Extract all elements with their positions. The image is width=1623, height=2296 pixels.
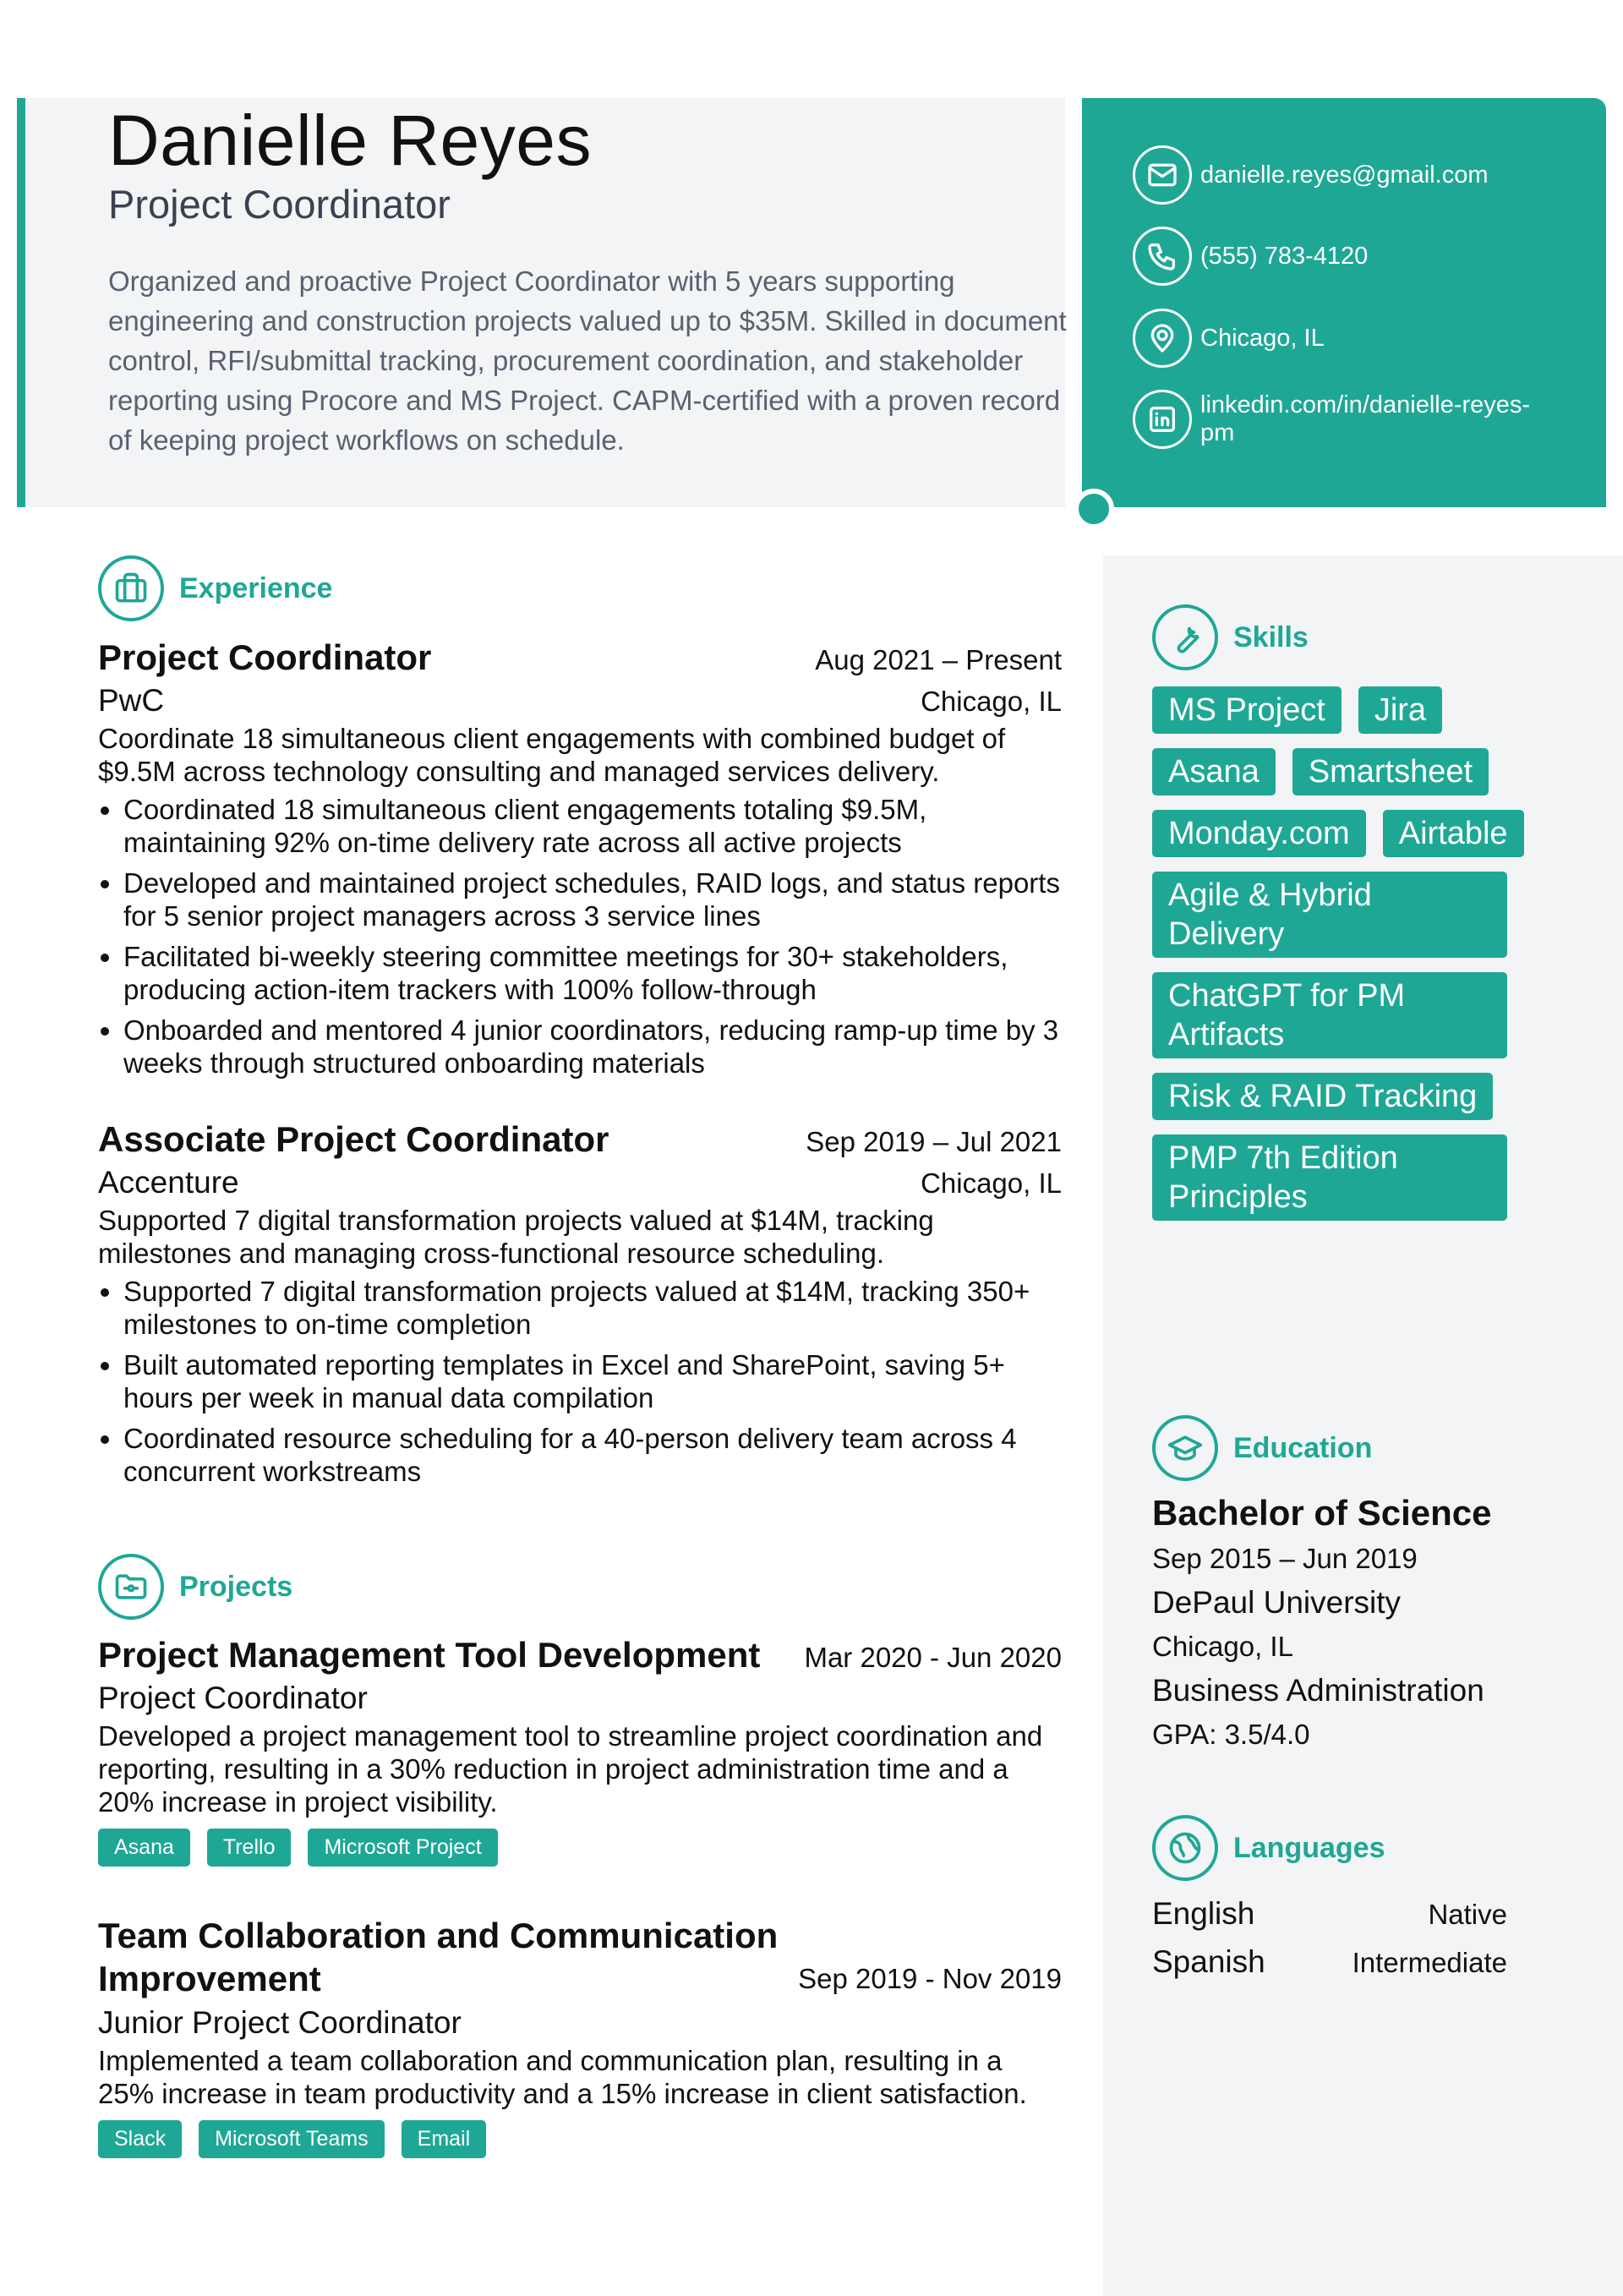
- mail-icon: [1133, 145, 1192, 205]
- language-name: Spanish: [1152, 1944, 1265, 1979]
- language-name: English: [1152, 1896, 1255, 1931]
- skill-chip: Jira: [1358, 686, 1442, 734]
- globe-icon: [1152, 1815, 1218, 1881]
- project-description: Implemented a team collaboration and communication plan, resulting in a 25% increase in team productivity and a 15% increase in client satisfaction.: [98, 2045, 1027, 2109]
- graduation-cap-icon: [1152, 1415, 1218, 1481]
- project-item: [98, 1635, 1062, 1867]
- gpa: GPA: 3.5/4.0: [1152, 1719, 1310, 1750]
- job-location: Chicago, IL: [921, 686, 1062, 717]
- project-title: Project Management Tool Development: [98, 1635, 761, 1675]
- education-heading: [1152, 1415, 1372, 1481]
- bullet-item: • Supported 7 digital transformation projects valued at $14M, tracking 350+ milestones to on-time completion: [123, 1275, 1062, 1341]
- contact-phone[interactable]: [1133, 227, 1368, 286]
- phone-text: (555) 783-4120: [1200, 242, 1369, 270]
- contact-linkedin[interactable]: [1133, 390, 1572, 449]
- project-title-line: Improvement: [98, 1959, 321, 1998]
- project-dates: Sep 2019 - Nov 2019: [798, 1963, 1062, 1994]
- education-heading-label: Education: [1233, 1431, 1373, 1464]
- experience-heading-label: Experience: [179, 571, 333, 604]
- project-description: Developed a project management tool to streamline project coordination and reporting, resulting in a 30% reduction in project administration time and a 20% increase in project visibility.: [98, 1720, 1043, 1818]
- job-bullets: [98, 793, 1062, 1080]
- bullet-item: • Coordinated resource scheduling for a 40-person delivery team across 4 concurrent workstreams: [123, 1422, 1062, 1488]
- experience-item: [98, 1119, 1062, 1495]
- decorative-dot: [1074, 489, 1114, 529]
- contact-location: [1133, 309, 1325, 368]
- job-title: Associate Project Coordinator: [98, 1119, 609, 1159]
- contact-panel: [1082, 98, 1606, 507]
- language-level: Native: [1428, 1899, 1507, 1930]
- degree: Bachelor of Science: [1152, 1493, 1492, 1533]
- contact-email[interactable]: [1133, 145, 1489, 205]
- profile-summary: Organized and proactive Project Coordinator with 5 years supporting engineering and construction projects valued up to $35M. Skilled in document control, RFI/submittal tracking, procurement coordination, and stakeholder reporting using Procore and MS Project. CAPM-certified with a proven record of keeping project workflows on schedule.: [108, 265, 1067, 456]
- skills-heading-label: Skills: [1233, 620, 1309, 653]
- candidate-title: Project Coordinator: [108, 182, 451, 227]
- tag: Asana: [98, 1829, 190, 1867]
- email-text: danielle.reyes@gmail.com: [1200, 161, 1489, 189]
- bullet-item: • Onboarded and mentored 4 junior coordinators, reducing ramp-up time by 3 weeks through structured onboarding materials: [123, 1014, 1062, 1080]
- languages-heading: [1152, 1815, 1385, 1881]
- skill-chip: Asana: [1152, 748, 1276, 795]
- project-tags: [98, 1829, 1062, 1867]
- projects-heading-label: Projects: [179, 1570, 293, 1603]
- project-dates: Mar 2020 - Jun 2020: [804, 1642, 1062, 1673]
- skill-chip: Agile & Hybrid Delivery: [1152, 872, 1507, 958]
- bullet-item: • Developed and maintained project schedules, RAID logs, and status reports for 5 senior project managers across 3 service lines: [123, 866, 1062, 932]
- skills-heading: [1152, 604, 1309, 670]
- bullet-item: • Facilitated bi-weekly steering committee meetings for 30+ stakeholders, producing action-item trackers with 100% follow-through: [123, 940, 1062, 1006]
- tag: Microsoft Teams: [199, 2120, 385, 2158]
- bullet-item: • Built automated reporting templates in Excel and SharePoint, saving 5+ hours per week in manual data compilation: [123, 1348, 1062, 1414]
- project-tags: [98, 2120, 1062, 2158]
- job-summary: Coordinate 18 simultaneous client engagements with combined budget of $9.5M across technology consulting and managed services delivery.: [98, 723, 1006, 787]
- bullet-item: • Coordinated 18 simultaneous client engagements totaling $9.5M, maintaining 92% on-time delivery rate across all active projects: [123, 793, 1062, 859]
- linkedin-icon: [1133, 390, 1192, 449]
- header-panel: [17, 98, 1065, 507]
- education-dates: Sep 2015 – Jun 2019: [1152, 1543, 1418, 1574]
- project-role: Project Coordinator: [98, 1681, 368, 1715]
- skill-chip: Smartsheet: [1292, 748, 1489, 795]
- tag: Microsoft Project: [308, 1829, 497, 1867]
- candidate-name: Danielle Reyes: [108, 101, 592, 180]
- job-bullets: [98, 1275, 1062, 1488]
- skill-chip: ChatGPT for PM Artifacts: [1152, 972, 1507, 1058]
- phone-icon: [1133, 227, 1192, 286]
- job-dates: Aug 2021 – Present: [815, 644, 1062, 675]
- project-role: Junior Project Coordinator: [98, 2005, 462, 2040]
- project-title: [98, 1914, 778, 2000]
- skill-chip: PMP 7th Edition Principles: [1152, 1134, 1507, 1221]
- projects-heading: [98, 1554, 292, 1620]
- company-name: Accenture: [98, 1165, 239, 1200]
- wrench-icon: [1152, 604, 1218, 670]
- briefcase-icon: [98, 555, 164, 621]
- folder-icon: [98, 1554, 164, 1620]
- language-level: Intermediate: [1352, 1947, 1507, 1978]
- school-name: DePaul University: [1152, 1585, 1402, 1620]
- job-location: Chicago, IL: [921, 1167, 1062, 1199]
- skill-chip: Monday.com: [1152, 810, 1366, 857]
- job-dates: Sep 2019 – Jul 2021: [806, 1126, 1062, 1157]
- skill-chip: Risk & RAID Tracking: [1152, 1073, 1493, 1120]
- tag: Email: [402, 2120, 487, 2158]
- job-summary: Supported 7 digital transformation projects valued at $14M, tracking milestones and managing cross-functional resource scheduling.: [98, 1205, 934, 1269]
- job-title: Project Coordinator: [98, 637, 432, 677]
- linkedin-text: linkedin.com/in/danielle-reyes-pm: [1200, 391, 1531, 446]
- project-item: [98, 1914, 1062, 2158]
- tag: Trello: [207, 1829, 292, 1867]
- language-row: [1152, 1944, 1507, 1980]
- location-pin-icon: [1133, 309, 1192, 368]
- skill-chip: Airtable: [1383, 810, 1524, 857]
- location-text: Chicago, IL: [1200, 324, 1325, 352]
- skill-chip: MS Project: [1152, 686, 1342, 734]
- tag: Slack: [98, 2120, 182, 2158]
- languages-heading-label: Languages: [1233, 1831, 1385, 1864]
- experience-item: [98, 637, 1062, 1087]
- skills-list: [1152, 686, 1541, 1221]
- experience-heading: [98, 555, 332, 621]
- company-name: PwC: [98, 683, 165, 718]
- school-location: Chicago, IL: [1152, 1631, 1293, 1662]
- field-of-study: Business Administration: [1152, 1673, 1484, 1708]
- education-item: [1152, 1493, 1558, 1757]
- language-row: [1152, 1896, 1507, 1932]
- project-title-line: Team Collaboration and Communication: [98, 1916, 779, 1955]
